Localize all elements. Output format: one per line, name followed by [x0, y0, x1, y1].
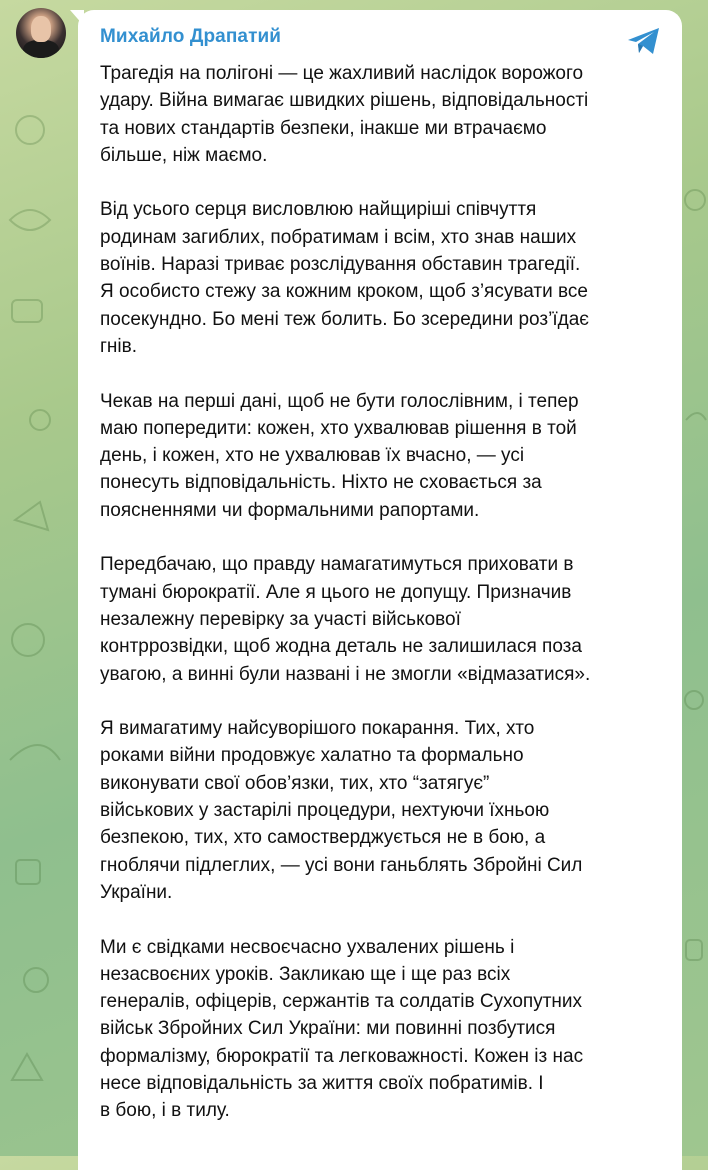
channel-avatar[interactable]	[16, 8, 66, 58]
message-paragraph: Трагедія на полігоні — це жахливий наслідок ворожого удару. Війна вимагає швидких рішень, відповідальності та нових стандартів безпеки, інакше ми втрачаємо більше, ніж маємо.	[100, 63, 589, 166]
message-paragraph: Ми є свідками несвоєчасно ухвалених рішень і незасвоєних уроків. Закликаю ще і ще раз всіх генералів, офіцерів, сержантів та солдатів Сухопутних військ Збройних Сил України: ми повинні позбутися формалізму, бюрократії та легковажності. Кожен із нас несе відповідальність за життя своїх побратимів. І в бою, і в тилу.	[100, 936, 584, 1122]
avatar-face-shape	[31, 16, 51, 42]
message-paragraph: Чекав на перші дані, щоб не бути голослівним, і тепер маю попередити: кожен, хто ухвалював рішення в той день, і кожен, хто не ухвалював їх вчасно, — усі понесуть відповідальність. Ніхто не сховається за поясненнями чи формальними рапортами.	[100, 390, 579, 521]
message-paragraph: Передбачаю, що правду намагатимуться приховати в тумані бюрократії. Але я цього не допущу. Призначив незалежну перевірку за участі військової контррозвідки, щоб жодна деталь не залишилася поза увагою, а винні були названі і не змогли «відмазатися».	[100, 554, 591, 685]
channel-name[interactable]: Михайло Драпатий	[100, 26, 282, 47]
message-paragraph: Від усього серця висловлюю найщиріші співчуття родинам загиблих, побратимам і всім, хто знав наших воїнів. Наразі триває розслідування обставин трагедії. Я особисто стежу за кожним кроком, щоб з’ясувати все посекундно. Бо мені теж болить. Бо зсередини роз’їдає гнів.	[100, 199, 589, 357]
telegram-send-icon[interactable]	[626, 26, 662, 56]
message-text	[100, 60, 670, 1152]
message-paragraph: Я вимагатиму найсуворішого покарання. Тих, хто роками війни продовжує халатно та формально виконувати свої обов’язки, тих, хто “затягує” військових у застарілі процедури, нехтуючи їхньою безпекою, тих, хто самостверджується не в бою, а гноблячи підлеглих, — усі вони ганьблять Збройні Сил України.	[100, 718, 583, 903]
message-bubble	[78, 10, 682, 1170]
avatar-body-shape	[23, 40, 59, 58]
